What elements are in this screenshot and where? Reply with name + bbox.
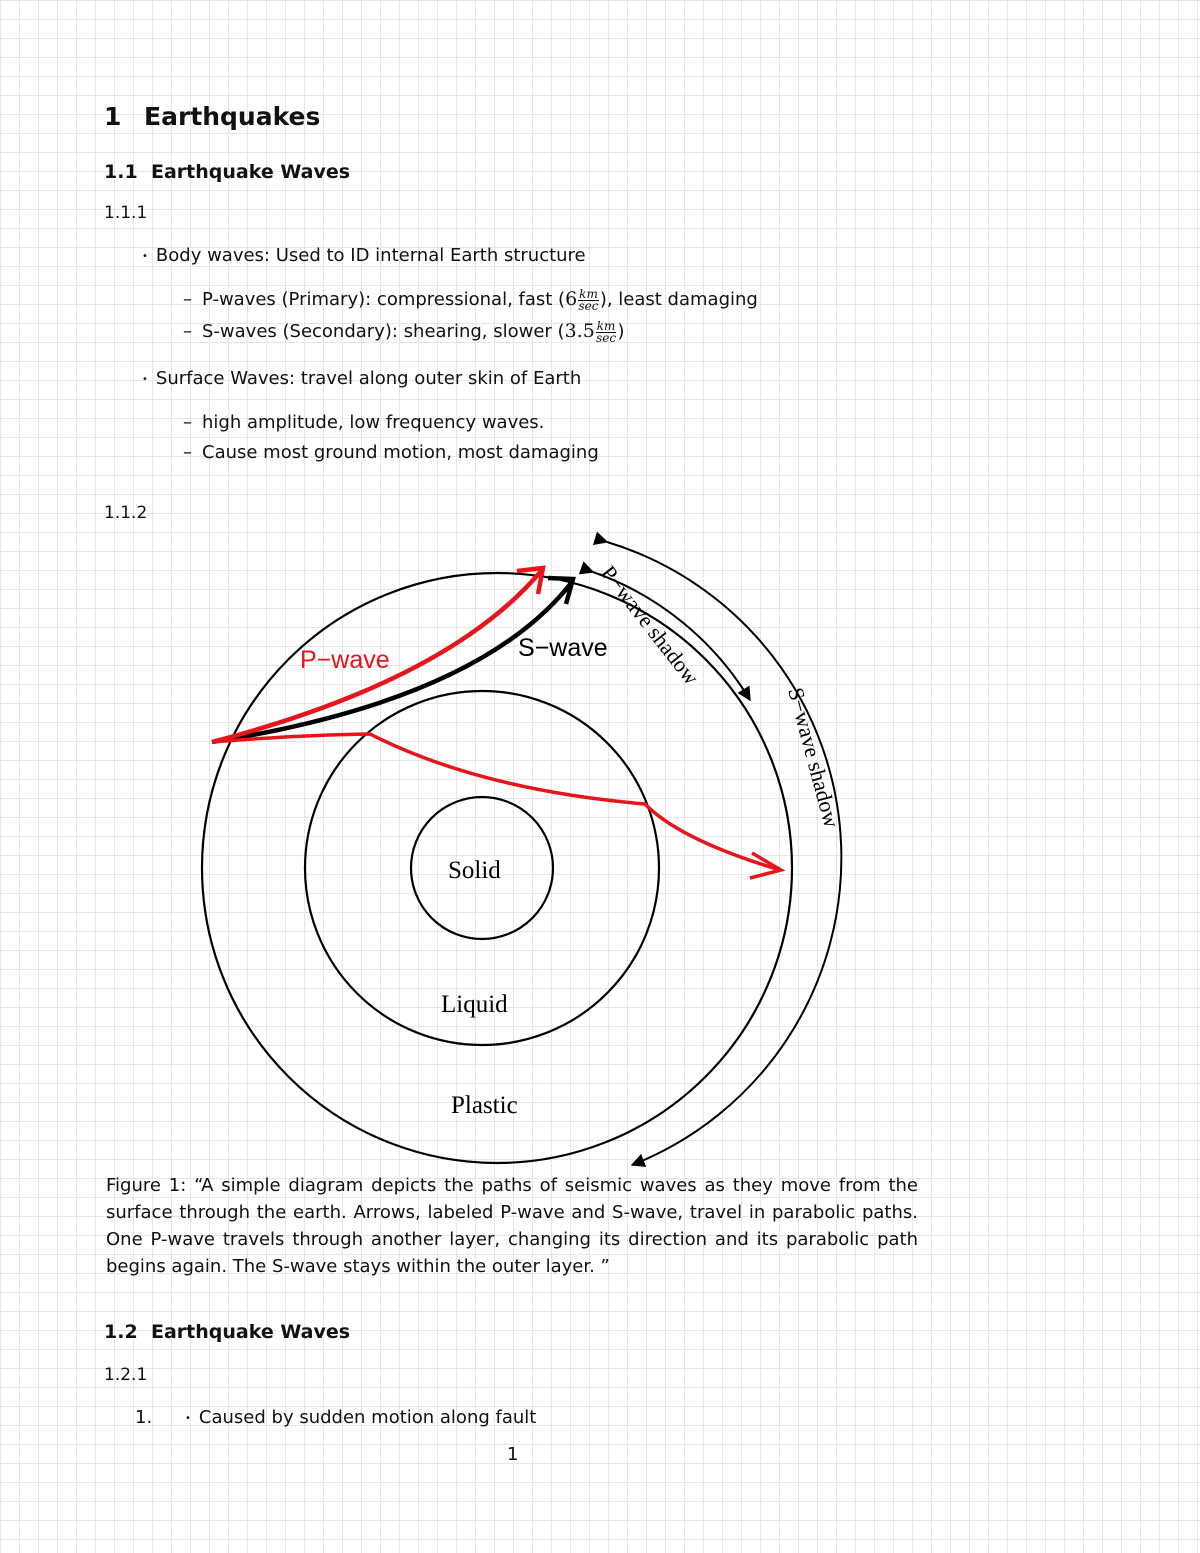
liquid-label: Liquid (441, 991, 508, 1018)
enumerated-text: Caused by sudden motion along fault (198, 1407, 537, 1428)
dash-icon: – (183, 442, 192, 463)
fraction-denominator: sec (596, 330, 617, 345)
p-waves-text: P-waves (Primary): compressional, fast ( (202, 289, 566, 310)
s-wave-label: S−wave (518, 634, 608, 662)
fraction-numerator: km (596, 318, 616, 333)
dash-icon: – (183, 321, 192, 342)
dash-icon: – (183, 289, 192, 310)
s-wave-shadow-arc (607, 542, 841, 1165)
subsubsection-heading-1-2-1: 1.2.1 (104, 1365, 148, 1385)
p-waves-speed: 6 (565, 288, 578, 310)
plastic-label: Plastic (451, 1092, 518, 1119)
p-wave-label: P−wave (300, 646, 390, 674)
bullet-icon: • (142, 250, 148, 262)
fraction-denominator: sec (578, 298, 599, 313)
subsection-title: Earthquake Waves (151, 1321, 351, 1343)
dash-icon: – (183, 412, 192, 433)
subsubsection-heading-1-1-1: 1.1.1 (104, 203, 148, 223)
solid-label: Solid (448, 857, 501, 884)
bullet-icon: • (142, 373, 148, 385)
s-waves-speed: 3.5 (564, 320, 595, 342)
enumerated-item (135, 1407, 536, 1428)
surface-item-text: Cause most ground motion, most damaging (202, 442, 599, 463)
figure-caption: Figure 1: “A simple diagram depicts the paths of seismic waves as they move from the surface through the earth. Arrows, labeled P-wave and S-wave, travel in parabolic paths. One P-wave travels through another layer, changing its direction and its parabolic path begins again. The S-wave stays within the outer layer. ” (106, 1175, 918, 1277)
s-waves-tail: ) (617, 321, 625, 342)
s-waves-text: S-waves (Secondary): shearing, slower ( (202, 321, 565, 342)
subsection-title: Earthquake Waves (151, 161, 351, 183)
section-title: Earthquakes (144, 102, 321, 131)
subsection-number: 1.1 (104, 161, 138, 183)
page-number: 1 (507, 1444, 519, 1465)
section-number: 1 (104, 102, 122, 131)
enumeration-number: 1. (135, 1407, 153, 1428)
body-waves-text: Body waves: Used to ID internal Earth structure (155, 245, 586, 266)
p-wave-path-refracted (212, 734, 780, 870)
s-wave-shadow-label: S−wave shadow (783, 684, 845, 831)
surface-waves-text: Surface Waves: travel along outer skin of Earth (155, 368, 582, 389)
p-wave-shadow-label: P−wave shadow (596, 560, 705, 690)
bullet-icon: • (185, 1412, 191, 1424)
subsection-number: 1.2 (104, 1321, 138, 1343)
surface-item-text: high amplitude, low frequency waves. (202, 412, 545, 433)
subsection-heading-1-2 (104, 1321, 350, 1343)
fraction-numerator: km (579, 286, 598, 301)
s-wave-path (212, 582, 572, 742)
subsubsection-heading-1-1-2: 1.1.2 (104, 503, 148, 523)
p-waves-tail: ), least damaging (599, 289, 758, 310)
